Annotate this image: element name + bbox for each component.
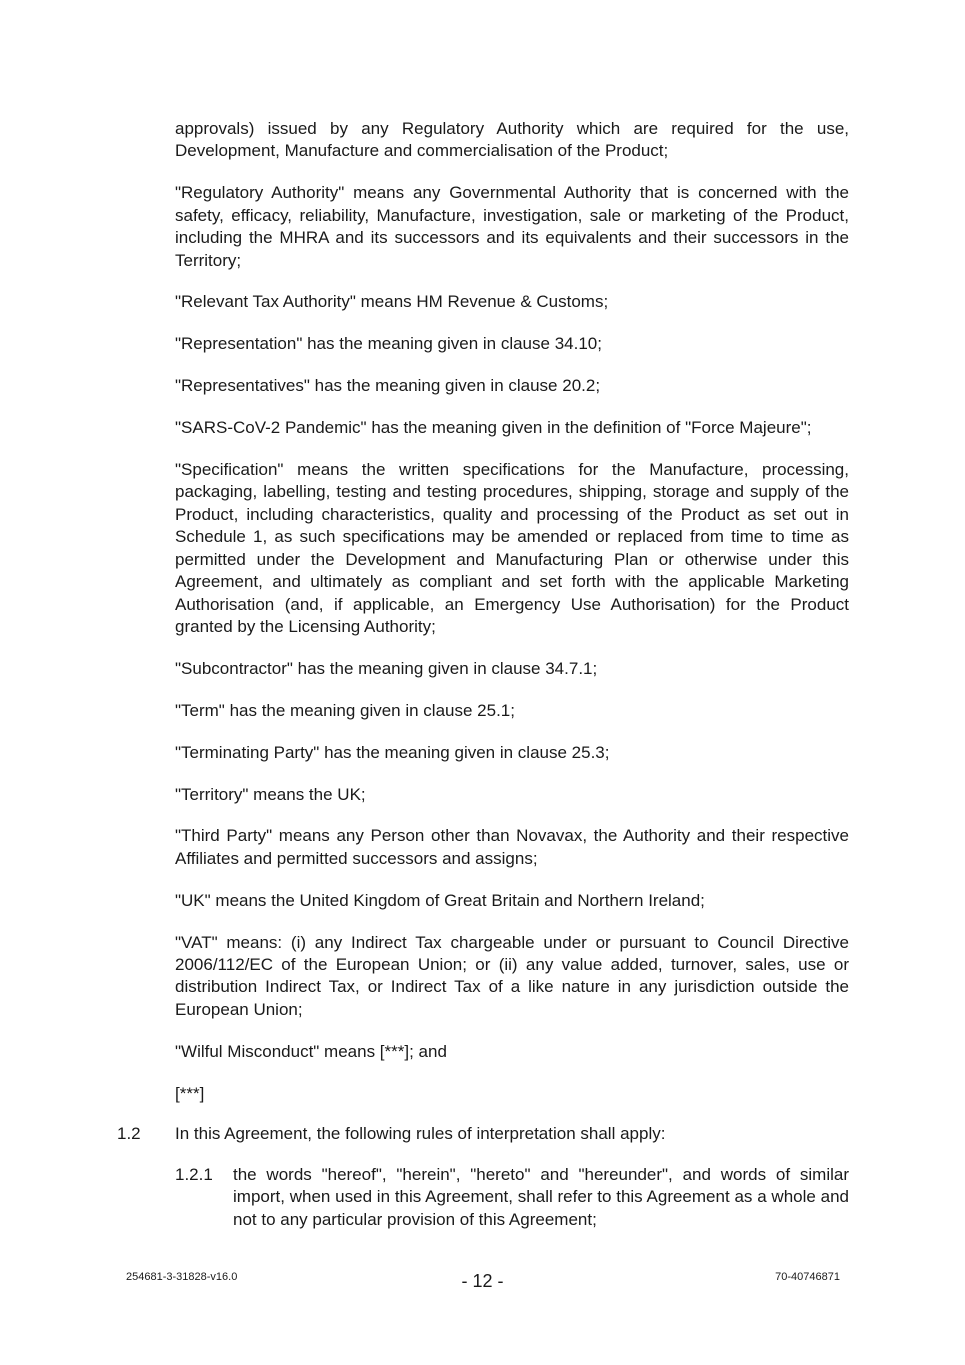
- clause-1-2-1: [175, 1164, 849, 1231]
- definition-wilful-misconduct: "Wilful Misconduct" means [***]; and: [175, 1041, 447, 1061]
- definition-vat: "VAT" means: (i) any Indirect Tax chargeable under or pursuant to Council Directive 2006/112/EC of the European Union; or (ii) any value added, turnover, sales, use or distribution Indirect Tax, or Indirect Tax of a like nature in any jurisdiction outside the European Union;: [175, 932, 849, 1019]
- footer-document-reference: 254681-3-31828-v16.0: [126, 1271, 238, 1283]
- definitions-list: [175, 118, 849, 1125]
- definition-third-party: "Third Party" means any Person other than Novavax, the Authority and their respective Affiliates and permitted successors and assigns;: [175, 826, 849, 868]
- footer-reference-number: 70-40746871: [775, 1271, 840, 1283]
- definition-redacted: [***]: [175, 1083, 205, 1103]
- definition-sars-cov-2-pandemic: "SARS-CoV-2 Pandemic" has the meaning given in the definition of "Force Majeure";: [175, 418, 812, 438]
- definition-uk: "UK" means the United Kingdom of Great Britain and Northern Ireland;: [175, 890, 705, 910]
- subclause-text: the words "hereof", "herein", "hereto" and "hereunder", and words of similar import, when used in this Agreement, shall refer to this Agreement as a whole and not to any particular provision of this Agreement;: [233, 1165, 849, 1229]
- definition-approvals-continued: approvals) issued by any Regulatory Authority which are required for the use, Development, Manufacture and commercialisation of the Product;: [175, 119, 849, 161]
- footer-page-number: - 12 -: [461, 1271, 504, 1291]
- clause-text: In this Agreement, the following rules of interpretation shall apply:: [175, 1124, 666, 1143]
- definition-term: "Term" has the meaning given in clause 25.1;: [175, 700, 515, 720]
- definition-relevant-tax-authority: "Relevant Tax Authority" means HM Revenue & Customs;: [175, 292, 609, 312]
- clause-number: 1.2: [117, 1124, 141, 1143]
- definition-representation: "Representation" has the meaning given in clause 34.10;: [175, 334, 602, 354]
- definition-regulatory-authority: "Regulatory Authority" means any Governmental Authority that is concerned with the safety, efficacy, reliability, Manufacture, investigation, sale or marketing of the Product, including the MHRA and its successors and its equivalents and their successors in the Territory;: [175, 183, 849, 270]
- definition-territory: "Territory" means the UK;: [175, 784, 366, 804]
- definition-representatives: "Representatives" has the meaning given in clause 20.2;: [175, 376, 601, 396]
- definition-specification: "Specification" means the written specifications for the Manufacture, processing, packaging, labelling, testing and testing procedures, shipping, storage and supply of the Product, including characteristics, quality and processing of the Product as set out in Schedule 1, as such specifications may be amended or replaced from time to time as permitted under the Development and Manufacturing Plan or otherwise under this Agreement, and ultimately as compliant and set forth with the applicable Marketing Authorisation (and, if applicable, an Emergency Use Authorisation) for the Product granted by the Licensing Authority;: [175, 460, 849, 636]
- subclause-number: 1.2.1: [175, 1165, 213, 1184]
- definition-subcontractor: "Subcontractor" has the meaning given in clause 34.7.1;: [175, 658, 598, 678]
- definition-terminating-party: "Terminating Party" has the meaning given in clause 25.3;: [175, 742, 610, 762]
